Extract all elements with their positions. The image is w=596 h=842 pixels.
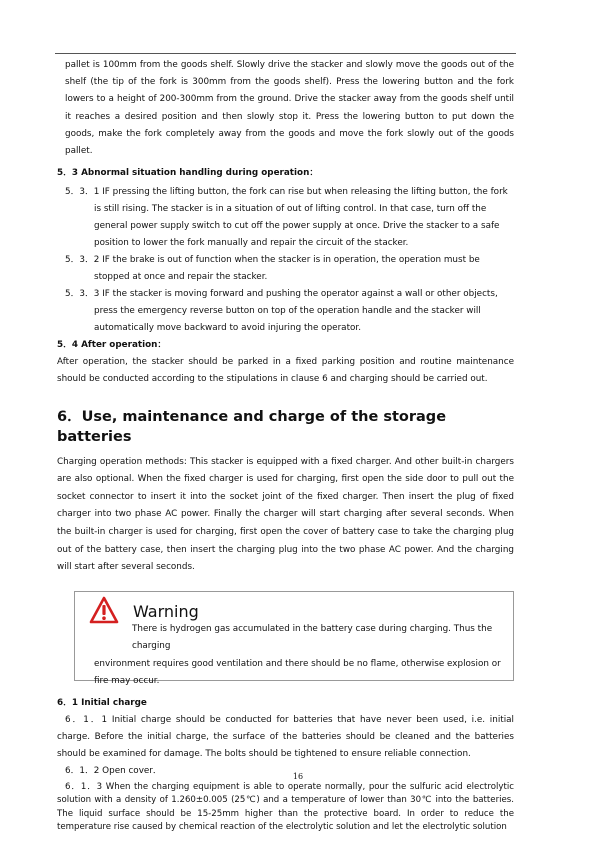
list-item-5-3-2: 5．3．2 IF the brake is out of function when the stacker is in operation, the operation must be stopped at once and repair the stacker. <box>65 255 480 283</box>
section-5-3-heading: 5．3 Abnormal situation handling during operation： <box>57 168 319 179</box>
warning-text-rest: environment requires good ventilation and there should be no flame, otherwise explosion or fire may occur. <box>94 658 501 687</box>
warning-text <box>94 621 509 691</box>
section-6-text: Charging operation methods: This stacker is equipped with a fixed charger. And other built-in chargers are also optional. When the fixed charger is used for charging, first open the side door to pull out the socket connector to insert it into the socket joint of the fixed charger. Then insert the plug of fixed charger into two phase AC power. Finally the charger will start charging after several seconds. When the built-in charger is used for charging, first open the cover of battery case to take the charging plug out of the battery case, then insert the charging plug into the two phase AC power. And the charging will start after several seconds. <box>57 456 514 573</box>
warning-title: Warning <box>133 601 199 621</box>
warning-text-first-line: There is hydrogen gas accumulated in the battery case during charging. Thus the charging <box>132 623 493 652</box>
list-item-5-3-3: 5．3．3 IF the stacker is moving forward and pushing the operator against a wall or other objects, press the emergency reverse button on top of the operation handle and the stacker will automatically move backward to avoid injuring the operator. <box>65 289 498 334</box>
warning-box <box>74 591 514 687</box>
header-rule <box>55 53 516 54</box>
document-page <box>57 57 514 835</box>
item-6-1-2: 6．1．2 Open cover． <box>65 766 162 777</box>
item-6-1-3: 6．1．3 When the charging equipment is able to operate normally, pour the sulfuric acid electrolytic solution with a density of 1.260±0.005 (25℃) and a temperature of lower than 30℃ into the batteries. The liquid surface should be 15-25mm higher than the protective board. In order to reduce the temperature rise caused by chemical reaction of the electrolytic solution and let the electrolytic solution <box>57 781 514 833</box>
section-6-1-heading: 6．1 Initial charge <box>57 697 147 708</box>
section-6-heading: 6．Use, maintenance and charge of the storage batteries <box>57 408 447 445</box>
section-5-4-heading: 5．4 After operation： <box>57 340 167 351</box>
warning-triangle-icon <box>89 596 119 624</box>
list-item-5-3-1: 5．3．1 IF pressing the lifting button, the fork can rise but when releasing the lifting button, the fork is still rising. The stacker is in a situation of out of lifting control. In that case, turn off the general power supply switch to cut off the power supply at once. Drive the stacker to a safe position to lower the fork manually and repair the circuit of the stacker. <box>65 187 508 249</box>
item-6-1-1: 6．1．1 Initial charge should be conducted for batteries that have never been used, i.e. initial charge. Before the initial charge, the surface of the batteries should be cleaned and the batteries should be examined for damage. The bolts should be tightened to ensure reliable connection. <box>57 714 514 760</box>
page-number: 16 <box>292 772 304 781</box>
continued-paragraph: pallet is 100mm from the goods shelf. Slowly drive the stacker and slowly move the goods out of the shelf (the tip of the fork is 300mm from the goods shelf). Press the lowering button and the fork lowers to a height of 200-300mm from the ground. Drive the stacker away from the goods shelf until it reaches a desired position and then slowly stop it. Press the lowering button to put down the goods, make the fork completely away from the goods and move the fork slowly out of the goods pallet. <box>65 60 514 157</box>
section-5-4-text: After operation, the stacker should be parked in a fixed parking position and routine maintenance should be conducted according to the stipulations in clause 6 and charging should be carried out. <box>57 357 514 385</box>
